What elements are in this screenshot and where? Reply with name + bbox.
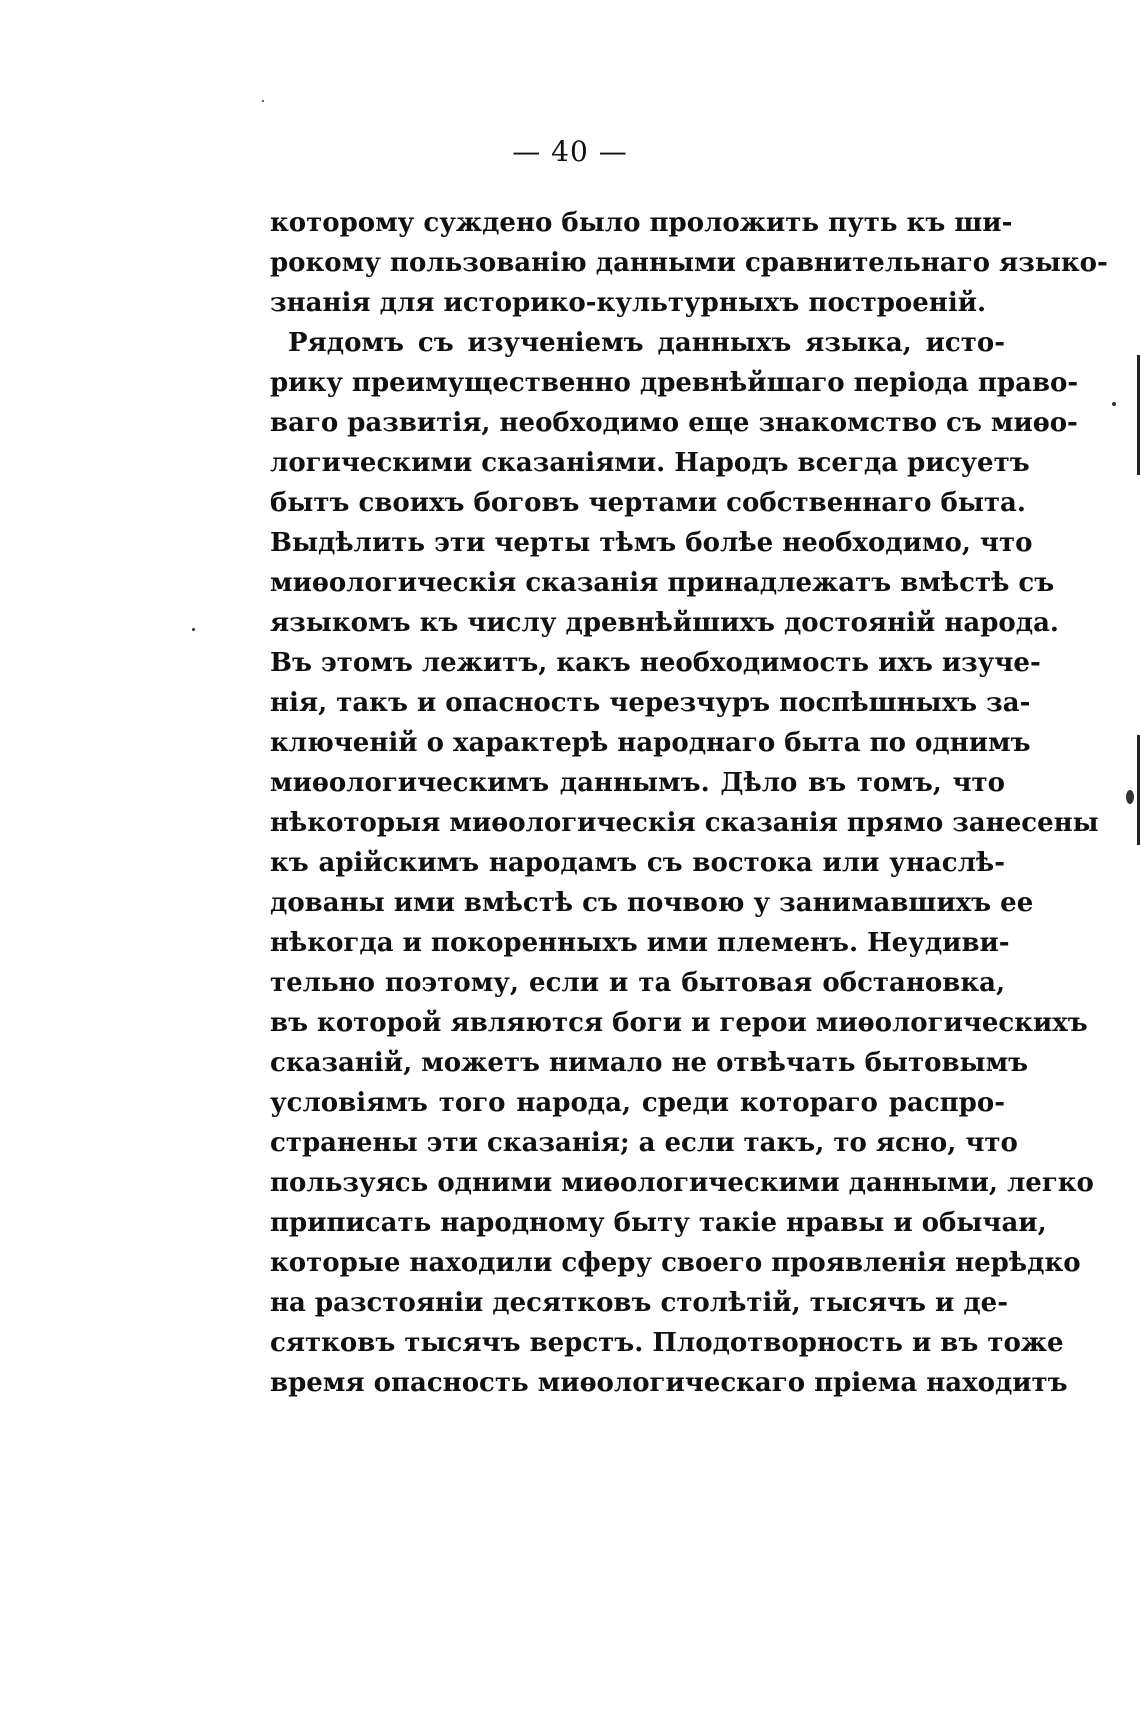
text-line: бытъ своихъ боговъ чертами собственнаго быта. [270,488,1026,518]
text-line: странены эти сказанія; а если такъ, то ясно, что [270,1128,1018,1158]
text-line: Выдѣлить эти черты тѣмъ болѣе необходимо, что [270,528,1033,558]
text-line: къ арійскимъ народамъ съ востока или унаслѣ- [270,848,1005,878]
text-line: сказаній, можетъ нимало не отвѣчать бытовымъ [270,1048,1029,1078]
text-line: которые находили сферу своего проявленія нерѣдко [270,1248,1081,1278]
text-line: которому суждено было проложить путь къ ши- [270,208,1013,238]
text-line: тельно поэтому, если и та бытовая обстановка, [270,968,1005,998]
scan-speck [262,100,264,102]
text-line: условіямъ того народа, среди котораго распро- [270,1088,1005,1118]
text-line: время опасность миѳологическаго пріема находитъ [270,1368,1068,1398]
scan-speck [1126,790,1134,804]
text-line: миѳологическія сказанія принадлежатъ вмѣстѣ съ [270,568,1055,598]
text-line: сятковъ тысячъ верстъ. Плодотворность и въ тоже [270,1328,1064,1358]
scan-speck [1112,402,1116,406]
text-line: логическими сказаніями. Народъ всегда рисуетъ [270,448,1030,478]
page-number: — 40 — [512,135,628,168]
text-line: дованы ими вмѣстѣ съ почвою у занимавшихъ ее [270,888,1034,918]
text-line: въ которой являются боги и герои миѳологическихъ [270,1008,1088,1038]
text-line: знанія для историко-культурныхъ построеній. [270,288,987,318]
text-line: нѣкогда и покоренныхъ ими племенъ. Неудиви- [270,928,1010,958]
scan-speck [192,628,195,631]
text-line: рику преимущественно древнѣйшаго періода право- [270,368,1079,398]
text-line: ваго развитія, необходимо еще знакомство съ миѳо- [270,408,1078,438]
text-line: пользуясь одними миѳологическими данными, легко [270,1168,1094,1198]
text-line: рокому пользованію данными сравнительнаго языко- [270,248,1108,278]
text-line: приписать народному быту такіе нравы и обычаи, [270,1208,1047,1238]
text-line: Въ этомъ лежитъ, какъ необходимость ихъ изуче- [270,648,1041,678]
text-line: миѳологическимъ даннымъ. Дѣло въ томъ, что [270,768,1005,798]
text-line: ключеній о характерѣ народнаго быта по однимъ [270,728,1031,758]
text-line: нѣкоторыя миѳологическія сказанія прямо занесены [270,808,1099,838]
text-line: на разстояніи десятковъ столѣтій, тысячъ и де- [270,1288,1008,1318]
body-text [270,203,1108,1403]
text-line: Рядомъ съ изученіемъ данныхъ языка, исто- [288,328,1005,358]
text-line: языкомъ къ числу древнѣйшихъ достояній народа. [270,608,1059,638]
text-line: нія, такъ и опасность черезчуръ поспѣшныхъ за- [270,688,1031,718]
